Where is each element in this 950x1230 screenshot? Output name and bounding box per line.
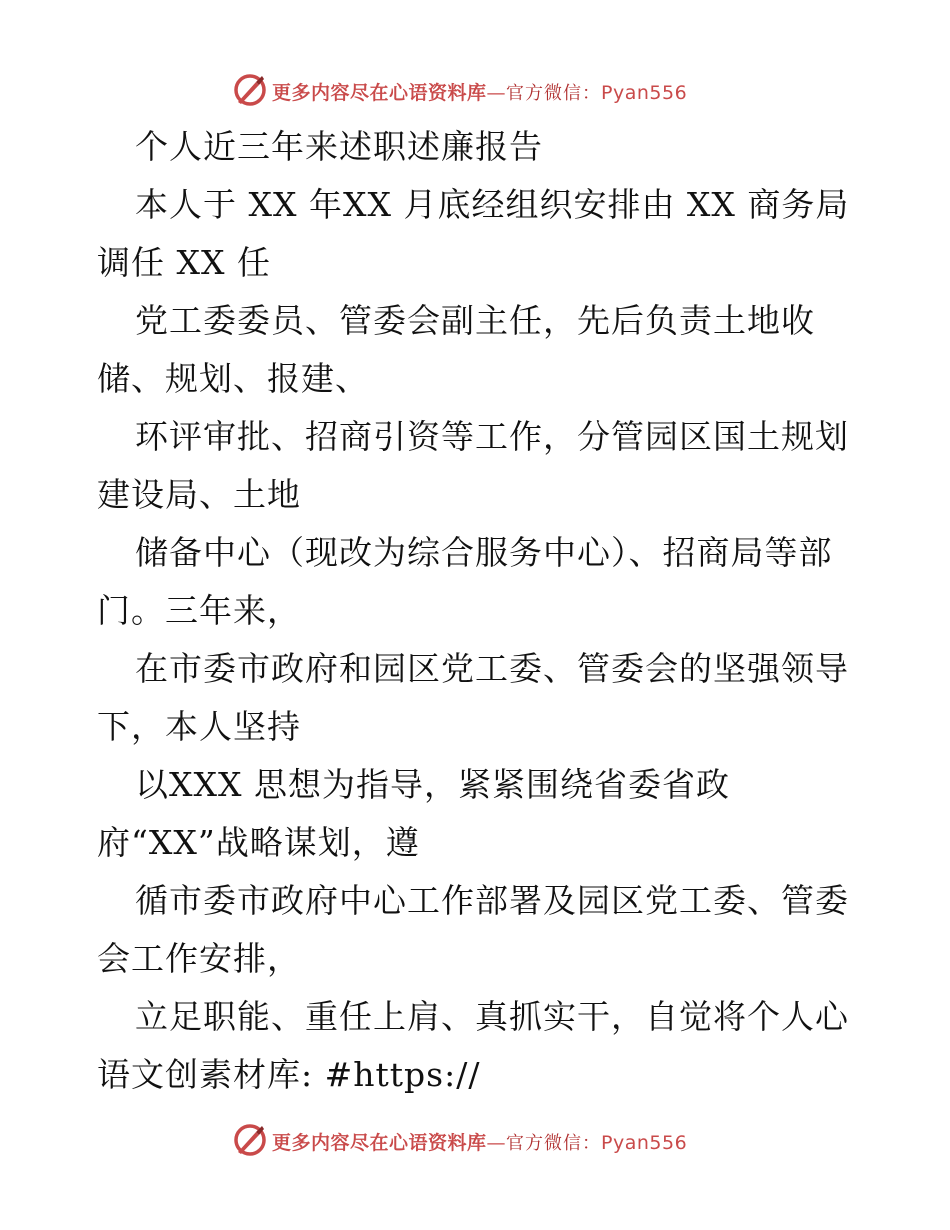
banner-text <box>272 1128 687 1155</box>
banner-text <box>272 78 687 105</box>
text-line: 语文创素材库: #https:// <box>97 1055 481 1094</box>
banner-separator: — <box>486 82 507 104</box>
footer-banner <box>0 1120 950 1160</box>
text-line: 立足职能、重任上肩、真抓实干，自觉将个人心 <box>135 997 849 1036</box>
text-line: 个人近三年来述职述廉报告 <box>135 127 543 166</box>
text-line: 党工委委员、管委会副主任，先后负责土地收 <box>135 301 815 340</box>
text-line: 本人于 XX 年XX 月底经组织安排由 XX 商务局 <box>135 185 850 224</box>
banner-separator: — <box>486 1132 507 1154</box>
text-line: 下，本人坚持 <box>97 707 301 746</box>
text-line: 环评审批、招商引资等工作，分管园区国土规划 <box>135 417 849 456</box>
banner-wechat-label: 官方微信： <box>506 1133 602 1154</box>
quill-logo-icon <box>232 72 268 108</box>
banner-wechat-label: 官方微信： <box>506 83 602 104</box>
text-line: 以XXX 思想为指导，紧紧围绕省委省政 <box>135 765 730 804</box>
quill-logo-icon <box>232 1122 268 1158</box>
document-body <box>97 118 857 1104</box>
header-banner <box>0 70 950 110</box>
banner-title: 更多内容尽在心语资料库 <box>272 82 487 104</box>
banner-wechat-id: Pyan556 <box>601 1132 688 1154</box>
text-line: 府“XX”战略谋划，遵 <box>97 823 420 862</box>
text-line: 门。三年来， <box>97 591 301 630</box>
text-line: 会工作安排， <box>97 939 301 978</box>
text-line: 调任 XX 任 <box>97 243 271 282</box>
text-line: 在市委市政府和园区党工委、管委会的坚强领导 <box>135 649 849 688</box>
text-line: 建设局、土地 <box>97 475 301 514</box>
text-line: 储、规划、报建、 <box>97 359 369 398</box>
banner-title: 更多内容尽在心语资料库 <box>272 1132 487 1154</box>
text-line: 储备中心（现改为综合服务中心）、招商局等部 <box>135 533 833 572</box>
banner-wechat-id: Pyan556 <box>601 82 688 104</box>
text-line: 循市委市政府中心工作部署及园区党工委、管委 <box>135 881 849 920</box>
